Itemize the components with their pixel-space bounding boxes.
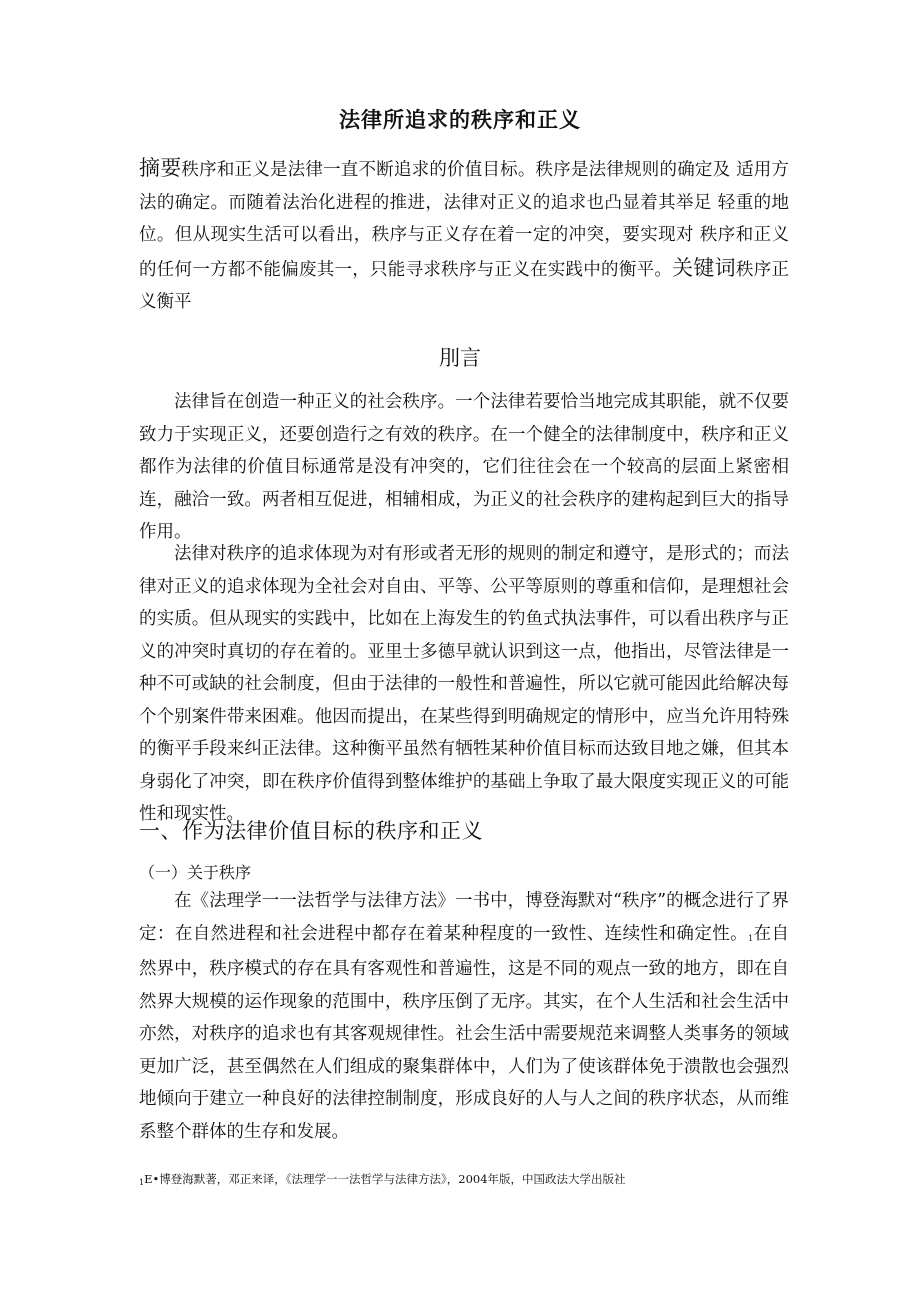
subsection-heading: （一）关于秩序 (139, 863, 252, 882)
keywords-text: 秩序正义衡平 (139, 259, 790, 312)
foreword-heading: 刖言 (439, 346, 481, 370)
paragraph-part-a: 在《法理学一一法哲学与法律方法》一书中，博登海默对“秩序”的概念进行了界定：在自然进程和社会进程中都存在着某种程度的一致性、连续性和确定性。 (139, 891, 789, 944)
keywords-label: 关键词 (672, 255, 736, 280)
paragraph-part-b: 在自然界中，秩序模式的存在具有客观性和普遍性，这是不同的观点一致的地方，即在自然界大规模的运作现象的范围中，秩序压倒了无序。其实，在个人生活和社会生活中亦然，对秩序的追求也有其客观规律性。社会生活中需要规范来调整人类事务的领域更加广泛，甚至偶然在人们组成的聚集群体中，人们为了使该群体免于溃散也会强烈地倾向于建立一种良好的法律控制制度，形成良好的人与人之间的秩序状态，从而维系整个群体的生存和发展。 (139, 923, 789, 1142)
foreword-paragraph-2 (139, 538, 789, 831)
footnote-mark: 1 (139, 1178, 145, 1187)
abstract-label: 摘要 (139, 156, 182, 180)
paragraph-text: 法律旨在创造一种正义的社会秩序。一个法律若要恰当地完成其职能，就不仅要致力于实现正义，还要创造行之有效的秩序。在一个健全的法律制度中，秩序和正义都作为法律的价值目标通常是没有冲突的，它们往往会在一个较高的层面上紧密相连，融洽一致。两者相互促进，相辅相成，为正义的社会秩序的建构起到巨大的指导作用。 (139, 392, 789, 542)
section-paragraph (139, 885, 789, 1148)
abstract (139, 152, 789, 319)
footnote-reference[interactable]: 1 (748, 933, 754, 943)
footnote (139, 1170, 626, 1190)
foreword-paragraph-1 (139, 386, 789, 549)
document-title: 法律所追求的秩序和正义 (339, 107, 581, 132)
paragraph-text: 法律对秩序的追求体现为对有形或者无形的规则的制定和遵守，是形式的；而法律对正义的追求体现为全社会对自由、平等、公平等原则的尊重和信仰，是理想社会的实质。但从现实的实践中，比如在上海发生的钓鱼式执法事件，可以看出秩序与正义的冲突时真切的存在着的。亚里士多德早就认识到这一点，他指出，尽管法律是一种不可或缺的社会制度，但由于法律的一般性和普遍性，所以它就可能因此给解决每个个别案件带来困难。他因而提出，在某些得到明确规定的情形中，应当允许用特殊的衡平手段来纠正法律。这种衡平虽然有牺牲某种价值目标而达致目地之嫌，但其本身弱化了冲突，即在秩序价值得到整体维护的基础上争取了最大限度实现正义的可能性和现实性。 (139, 544, 789, 824)
section-heading: 一、作为法律价值目标的秩序和正义 (139, 819, 483, 843)
footnote-text: E•博登海默著，邓正来译，《法理学一一法哲学与法律方法》，2004年版，中国政法大学出版社 (144, 1172, 626, 1186)
abstract-text: 秩序和正义是法律一直不断追求的价值目标。秩序是法律规则的确定及 适用方法的确定。而随着法治化进程的推进，法律对正义的追求也凸显着其举足 轻重的地位。但从现实生活可以看出，秩序与正义存在着一定的冲突，要实现对 秩序和正义的任何一方都不能偏废其一，只能寻求秩序与正义在实践中的衡平。 (139, 160, 790, 280)
paragraph-text (139, 885, 789, 1148)
